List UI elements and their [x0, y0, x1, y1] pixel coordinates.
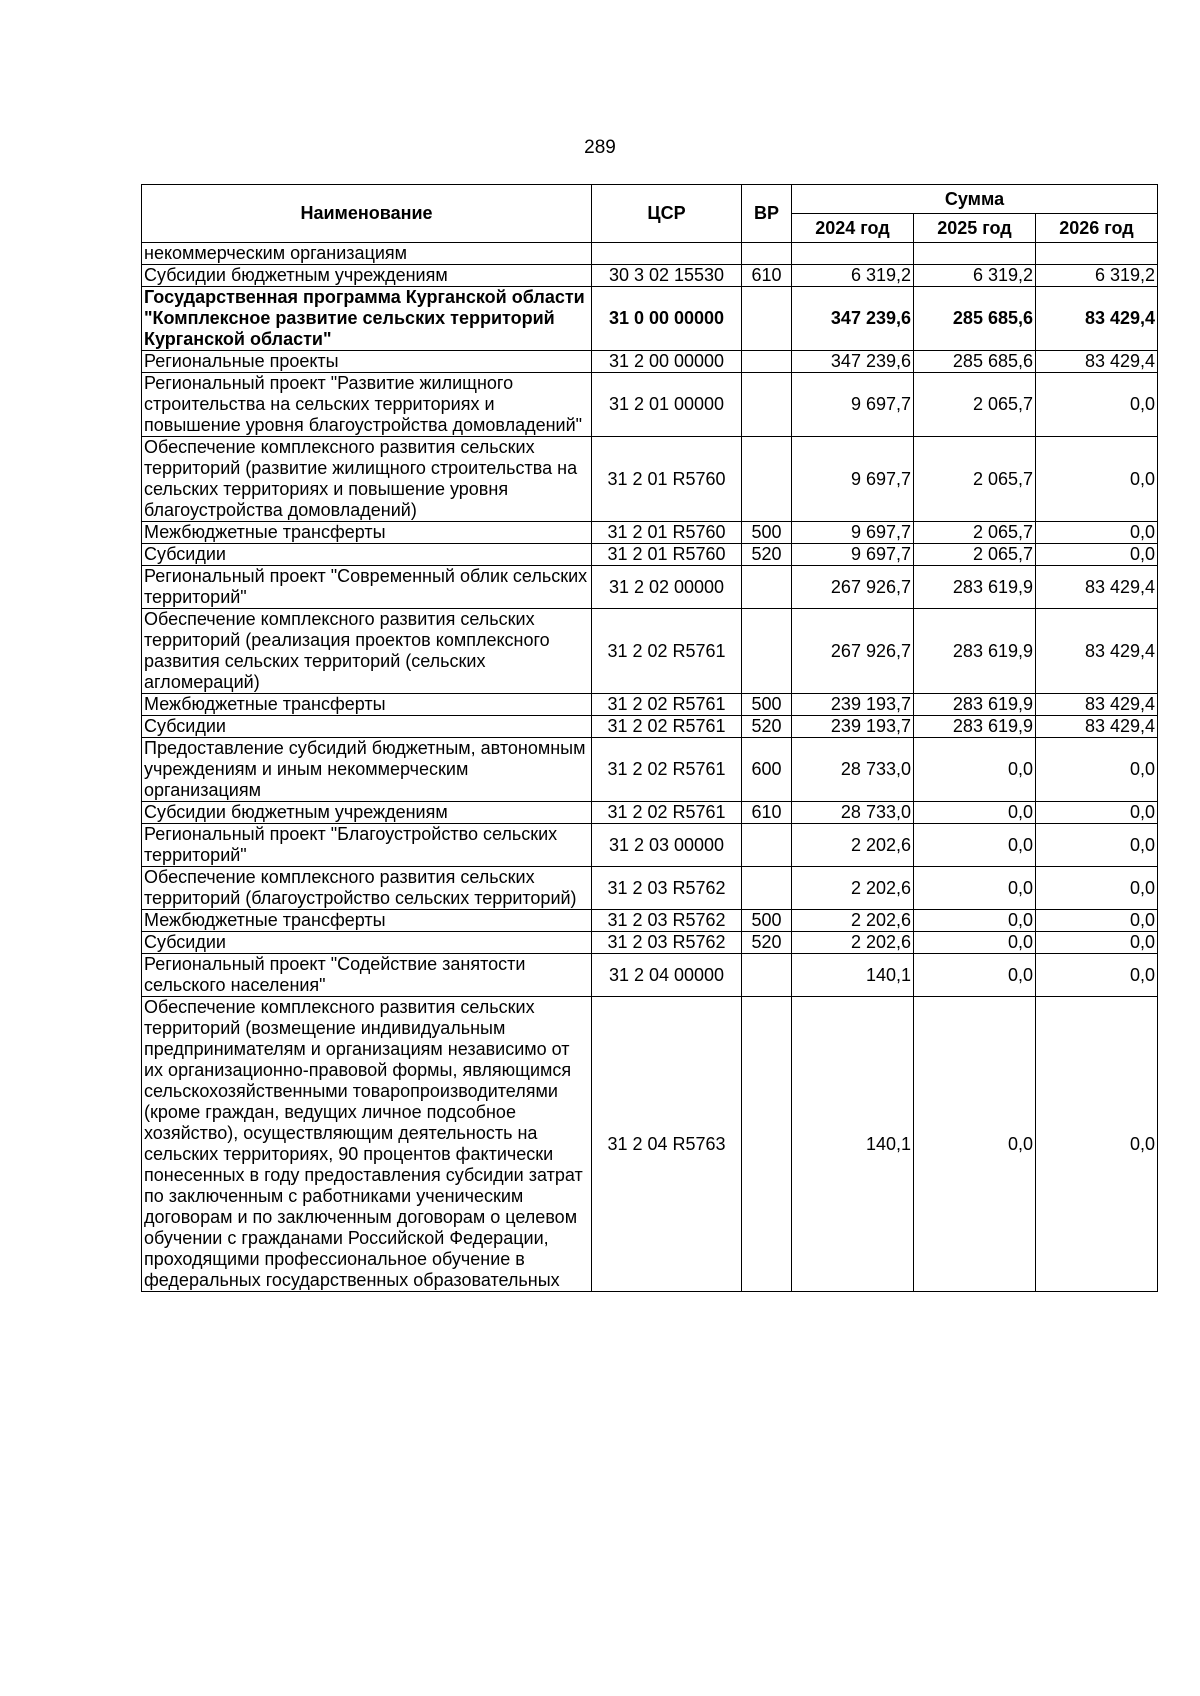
cell-2026: 0,0 [1036, 522, 1158, 544]
header-sum: Сумма [792, 185, 1158, 214]
table-row [142, 824, 1158, 867]
cell-csr: 31 2 03 R5762 [592, 910, 742, 932]
cell-csr [592, 243, 742, 265]
cell-name: Обеспечение комплексного развития сельских территорий (развитие жилищного строительства на сельских территориях и повышение уровня благоустройства домовладений) [142, 437, 592, 522]
cell-vr: 520 [742, 716, 792, 738]
cell-2025: 0,0 [914, 802, 1036, 824]
cell-2024: 6 319,2 [792, 265, 914, 287]
cell-vr [742, 437, 792, 522]
table-row [142, 997, 1158, 1292]
cell-2025: 285 685,6 [914, 287, 1036, 351]
cell-vr: 500 [742, 910, 792, 932]
table-row [142, 716, 1158, 738]
header-name: Наименование [142, 185, 592, 243]
cell-vr [742, 954, 792, 997]
table-row [142, 694, 1158, 716]
cell-csr: 31 2 03 R5762 [592, 932, 742, 954]
cell-2025: 0,0 [914, 867, 1036, 910]
cell-name: Субсидии [142, 544, 592, 566]
cell-vr: 500 [742, 694, 792, 716]
table-row [142, 265, 1158, 287]
cell-2026: 83 429,4 [1036, 287, 1158, 351]
cell-vr: 610 [742, 265, 792, 287]
cell-2024: 239 193,7 [792, 716, 914, 738]
cell-2025: 0,0 [914, 824, 1036, 867]
cell-name: Обеспечение комплексного развития сельских территорий (благоустройство сельских территорий) [142, 867, 592, 910]
cell-vr [742, 867, 792, 910]
cell-name: Межбюджетные трансферты [142, 694, 592, 716]
cell-2025: 2 065,7 [914, 544, 1036, 566]
table-body [142, 243, 1158, 1292]
cell-csr: 31 2 02 R5761 [592, 738, 742, 802]
cell-2026: 0,0 [1036, 932, 1158, 954]
cell-2024: 347 239,6 [792, 287, 914, 351]
cell-2024: 347 239,6 [792, 351, 914, 373]
cell-2025: 285 685,6 [914, 351, 1036, 373]
table-row [142, 544, 1158, 566]
table-row [142, 609, 1158, 694]
cell-name: Обеспечение комплексного развития сельских территорий (возмещение индивидуальным предпринимателям и организациям независимо от их организационно-правовой формы, являющимся сельскохозяйственными товаропроизводителями (кроме граждан, ведущих личное подсобное хозяйство), осуществляющим деятельность на сельских территориях, 90 процентов фактически понесенных в году предоставления субсидии затрат по заключенным с работниками ученическим договорам и по заключенным договорам о целевом обучении с гражданами Российской Федерации, проходящими профессиональное обучение в федеральных государственных образовательных [142, 997, 592, 1292]
cell-vr [742, 287, 792, 351]
cell-csr: 31 2 01 00000 [592, 373, 742, 437]
cell-name: Региональный проект "Развитие жилищного строительства на сельских территориях и повышение уровня благоустройства домовладений" [142, 373, 592, 437]
cell-2026: 83 429,4 [1036, 566, 1158, 609]
cell-csr: 31 2 03 00000 [592, 824, 742, 867]
cell-vr [742, 566, 792, 609]
table-row [142, 522, 1158, 544]
cell-2026: 0,0 [1036, 867, 1158, 910]
header-vr: ВР [742, 185, 792, 243]
cell-2026: 83 429,4 [1036, 716, 1158, 738]
cell-2025 [914, 243, 1036, 265]
table-row [142, 351, 1158, 373]
header-csr: ЦСР [592, 185, 742, 243]
table-row [142, 867, 1158, 910]
cell-2025: 0,0 [914, 738, 1036, 802]
page-number: 289 [584, 137, 616, 158]
cell-2026: 83 429,4 [1036, 609, 1158, 694]
cell-vr: 520 [742, 932, 792, 954]
cell-2026: 83 429,4 [1036, 351, 1158, 373]
cell-2025: 0,0 [914, 954, 1036, 997]
cell-csr: 30 3 02 15530 [592, 265, 742, 287]
table-row [142, 287, 1158, 351]
cell-2026: 83 429,4 [1036, 694, 1158, 716]
cell-2026: 0,0 [1036, 544, 1158, 566]
cell-vr: 610 [742, 802, 792, 824]
table-row [142, 954, 1158, 997]
cell-2024: 2 202,6 [792, 910, 914, 932]
cell-2026 [1036, 243, 1158, 265]
cell-csr: 31 2 01 R5760 [592, 544, 742, 566]
cell-csr: 31 2 04 R5763 [592, 997, 742, 1292]
cell-name: Субсидии бюджетным учреждениям [142, 265, 592, 287]
cell-2025: 6 319,2 [914, 265, 1036, 287]
cell-csr: 31 2 02 R5761 [592, 716, 742, 738]
cell-2025: 2 065,7 [914, 437, 1036, 522]
cell-csr: 31 2 00 00000 [592, 351, 742, 373]
cell-2024: 267 926,7 [792, 566, 914, 609]
cell-2026: 0,0 [1036, 802, 1158, 824]
cell-2024 [792, 243, 914, 265]
cell-vr: 520 [742, 544, 792, 566]
cell-vr [742, 824, 792, 867]
cell-2026: 0,0 [1036, 954, 1158, 997]
cell-2026: 0,0 [1036, 738, 1158, 802]
table-row [142, 738, 1158, 802]
cell-2024: 9 697,7 [792, 437, 914, 522]
cell-csr: 31 2 01 R5760 [592, 437, 742, 522]
cell-csr: 31 2 02 00000 [592, 566, 742, 609]
cell-name: Региональный проект "Содействие занятости сельского населения" [142, 954, 592, 997]
cell-2025: 2 065,7 [914, 522, 1036, 544]
table-row [142, 437, 1158, 522]
cell-2026: 0,0 [1036, 437, 1158, 522]
cell-2024: 9 697,7 [792, 373, 914, 437]
table-row [142, 243, 1158, 265]
table-row [142, 932, 1158, 954]
cell-vr: 500 [742, 522, 792, 544]
table-row [142, 802, 1158, 824]
budget-table [141, 184, 1158, 1292]
cell-2024: 140,1 [792, 997, 914, 1292]
cell-2024: 267 926,7 [792, 609, 914, 694]
cell-vr [742, 373, 792, 437]
cell-name: некоммерческим организациям [142, 243, 592, 265]
cell-vr [742, 609, 792, 694]
cell-2025: 0,0 [914, 932, 1036, 954]
cell-csr: 31 2 02 R5761 [592, 802, 742, 824]
cell-name: Межбюджетные трансферты [142, 522, 592, 544]
cell-vr [742, 997, 792, 1292]
cell-2026: 0,0 [1036, 910, 1158, 932]
cell-csr: 31 2 02 R5761 [592, 694, 742, 716]
table-row [142, 566, 1158, 609]
cell-csr: 31 2 04 00000 [592, 954, 742, 997]
cell-vr: 600 [742, 738, 792, 802]
header-year-2026: 2026 год [1036, 214, 1158, 243]
cell-name: Субсидии [142, 716, 592, 738]
cell-csr: 31 2 01 R5760 [592, 522, 742, 544]
cell-csr: 31 2 03 R5762 [592, 867, 742, 910]
table-header [142, 185, 1158, 243]
cell-name: Предоставление субсидий бюджетным, автономным учреждениям и иным некоммерческим организациям [142, 738, 592, 802]
cell-vr [742, 351, 792, 373]
cell-2025: 283 619,9 [914, 716, 1036, 738]
cell-2026: 0,0 [1036, 824, 1158, 867]
cell-2024: 28 733,0 [792, 738, 914, 802]
cell-2025: 283 619,9 [914, 566, 1036, 609]
cell-2024: 2 202,6 [792, 824, 914, 867]
table-row [142, 910, 1158, 932]
cell-2025: 0,0 [914, 910, 1036, 932]
cell-2024: 28 733,0 [792, 802, 914, 824]
cell-2026: 0,0 [1036, 373, 1158, 437]
table-row [142, 373, 1158, 437]
header-year-2025: 2025 год [914, 214, 1036, 243]
cell-name: Субсидии бюджетным учреждениям [142, 802, 592, 824]
cell-2025: 283 619,9 [914, 609, 1036, 694]
cell-2024: 239 193,7 [792, 694, 914, 716]
cell-2024: 9 697,7 [792, 522, 914, 544]
cell-name: Субсидии [142, 932, 592, 954]
cell-csr: 31 0 00 00000 [592, 287, 742, 351]
header-year-2024: 2024 год [792, 214, 914, 243]
cell-2024: 140,1 [792, 954, 914, 997]
cell-name: Межбюджетные трансферты [142, 910, 592, 932]
cell-2024: 2 202,6 [792, 932, 914, 954]
cell-name: Региональный проект "Благоустройство сельских территорий" [142, 824, 592, 867]
cell-2025: 2 065,7 [914, 373, 1036, 437]
cell-2024: 9 697,7 [792, 544, 914, 566]
cell-vr [742, 243, 792, 265]
cell-2024: 2 202,6 [792, 867, 914, 910]
cell-2026: 6 319,2 [1036, 265, 1158, 287]
cell-name: Государственная программа Курганской области "Комплексное развитие сельских территорий Курганской области" [142, 287, 592, 351]
cell-2026: 0,0 [1036, 997, 1158, 1292]
cell-csr: 31 2 02 R5761 [592, 609, 742, 694]
cell-name: Региональный проект "Современный облик сельских территорий" [142, 566, 592, 609]
cell-name: Обеспечение комплексного развития сельских территорий (реализация проектов комплексного развития сельских территорий (сельских агломераций) [142, 609, 592, 694]
cell-2025: 0,0 [914, 997, 1036, 1292]
cell-2025: 283 619,9 [914, 694, 1036, 716]
cell-name: Региональные проекты [142, 351, 592, 373]
